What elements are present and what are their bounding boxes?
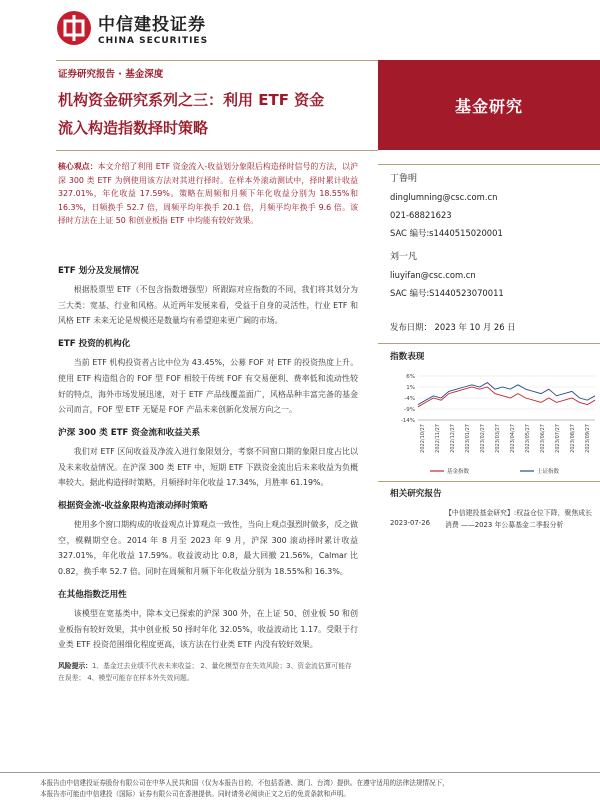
x-tick-label: 2022/11/27 [435,424,441,453]
disclaimer-line-2: 本报告亦可能由中信建投（国际）证券有限公司在香港提供。同时请务必阅读正文之后的免责条款和声明。 [40,790,350,798]
y-tick-label: 6% [406,374,415,380]
risk-warning-label: 风险提示： [58,661,92,670]
related-title: 相关研究报告 [390,489,442,499]
company-logo-icon [56,10,92,46]
x-tick-label: 2022/12/27 [450,424,456,453]
section-text: 根据股票型 ETF（不包含指数增强型）所跟踪对应指数的不同，我们将其划分为三大类：宽基、行业和风格。从近两年发展来看，受益于自身的灵活性，行业 ETF 和风格 ETF 未来无论是规模还是数量均有希望迎来更广阔的市场。 [58,285,358,326]
analyst-card [390,248,504,302]
x-tick-label: 2022/10/27 [420,424,426,453]
section-text: 该模型在宽基类中，除本文已探索的沪深 300 外，在上证 50、创业板 50 和创业板指有较好效果，其中创业板 50 择时年化 32.05%，收益波动比 1.17。受限于行业类 ETF 投资范围细化程度更高，该方法在行业类 ETF 内没有较好效果。 [58,608,358,650]
series-line-fund-index [418,387,595,407]
y-tick-label: -4% [404,396,415,402]
company-name-cn: 中信建投证券 [98,15,206,35]
legend-label: 基金指数 [447,469,470,475]
category-banner [378,60,600,150]
abstract-text: 本文介绍了利用 ETF 资金流入-收益划分象限后构造择时信号的方法，以沪深 300 类 ETF 为例使用该方法对其进行择时。在样本外滚动测试中，择时累计收益 327.01%，年化收益 17.59%。策略在周频和月频下年化收益分别为 18.55%和 16.3%，日频换手 52.7 倍，周频平均年换手 20.1 倍，月频平均年换手 9.6 倍。该择时方法在上证 50 和创业板指 ETF 中均能有较好效果。 [58,162,358,226]
section-heading: ETF 划分及发展情况 [58,266,139,276]
report-type: 证券研究报告 · 基金深度 [58,69,164,80]
x-tick-label: 2023/06/27 [540,424,546,453]
analyst-email[interactable]: dinglumning@csc.com.cn [390,192,498,202]
risk-warning [58,660,358,685]
x-tick-label: 2023/02/27 [480,424,486,453]
disclaimer-line-1: 本报告由中信建投证券股份有限公司在中华人民共和国（仅为本报告目的，不包括香港、澳门、台湾）提供。在遵守适用的法律法规情况下， [40,779,449,787]
category-banner-label: 基金研究 [454,96,523,116]
report-title-line-2: 流入构造指数择时策略 [58,119,209,137]
section-heading: 根据资金流-收益象限构造滚动择时策略 [58,501,208,512]
footer-divider [0,772,600,773]
section [58,337,358,418]
analyst-email[interactable]: liuyifan@csc.com.cn [390,270,476,280]
abstract [58,160,358,256]
title-divider [56,150,378,151]
publish-date: 发布日期： 2023 年 10 月 26 日 [390,322,516,332]
section-heading: 沪深 300 类 ETF 资金流和收益关系 [58,427,201,438]
y-tick-label: 1% [406,385,415,391]
section [58,499,358,580]
chart-title: 指数表现 [390,352,425,362]
main-content [58,160,358,685]
risk-warning-text: 1、基金过去业绩不代表未来收益； 2、量化模型存在失效风险；3、资金流估算可能存在误差； 4、模型可能存在样本外失效问题。 [58,661,352,683]
analyst-sac: SAC 编号:s1440515020001 [390,228,503,238]
x-tick-label: 2023/04/27 [510,424,516,453]
legend-label: 上证指数 [537,469,560,475]
x-tick-label: 2023/09/27 [585,424,591,453]
x-tick-label: 2023/08/27 [570,424,576,453]
section-text: 当前 ETF 机构投资者占比中位为 43.45%，公募 FOF 对 ETF 的投资热度上升。使用 ETF 构造组合的 FOF 型 FOF 相较于传统 FOF 有交易便利、费率低和流动性较好的特点，海外市场发展迅速，对于 ETF 产品线覆盖面广，风格品种丰富完备的基金公司而言，FOF 型 ETF 无疑是 FOF 产品未来创新化发展方向之一。 [58,358,358,415]
x-tick-label: 2023/01/27 [465,424,471,453]
analyst-sac: SAC 编号:S1440523070011 [390,288,504,298]
section [58,264,358,329]
analyst-name: 丁鲁明 [390,174,418,184]
section-heading: 在其他指数泛用性 [58,589,127,600]
section-text: 使用多个窗口期构成的收益观点计算观点一致性，当向上观点强烈时做多，反之做空，模糊期空仓。2014 年 8 月至 2023 年 9 月，沪深 300 滚动择时累计收益 327.01%，年化收益 17.59%。收益波动比 0.8，最大回撤 21.56%，Calmar 比 0.82，换手率 52.7 倍。同时在周频和月频下年化收益分别为 18.55%和 16.3%。 [58,520,358,577]
index-performance-chart [390,370,600,478]
company-name-en: CHINA SECURITIES [98,36,209,46]
analyst-phone: 021-68821623 [390,210,452,220]
company-logo [56,10,208,46]
chart-divider [378,343,600,344]
analyst-card [390,170,503,242]
related-report-date: 2023-07-26 [390,519,431,527]
section-text: 我们对 ETF 区间收益及净流入进行象限划分，考察不同窗口期的象限日度占比以及未来收益情况。在沪深 300 类 ETF 中，短期 ETF 下跌资金流出后未来收益为负概率较大。据此构造择时策略，月频择时年化收益 17.34%，月胜率 61.19%。 [58,446,358,488]
section [58,426,358,491]
report-title-line-1: 机构资金研究系列之三：利用 ETF 资金 [58,91,325,109]
y-tick-label: -9% [404,407,415,413]
header-divider [56,60,378,61]
x-tick-label: 2023/03/27 [495,424,501,453]
y-tick-label: -14% [400,418,415,424]
sidebar-divider [378,164,600,165]
x-tick-label: 2023/07/27 [555,424,561,453]
disclaimer-footer [40,778,600,800]
report-title [58,86,358,142]
section [58,588,358,653]
analyst-name: 刘一凡 [390,252,418,262]
related-report-title[interactable]: 【中信建投基金研究】:权益仓位下降，聚焦成长消费 ——2023 年公募基金二季报分析 [445,509,593,529]
related-divider [378,481,600,482]
section-heading: ETF 投资的机构化 [58,339,131,350]
abstract-label: 核心观点： [58,162,98,171]
x-tick-label: 2023/05/27 [525,424,531,453]
related-report[interactable] [390,508,595,531]
series-line-shanghai-index [418,383,595,405]
